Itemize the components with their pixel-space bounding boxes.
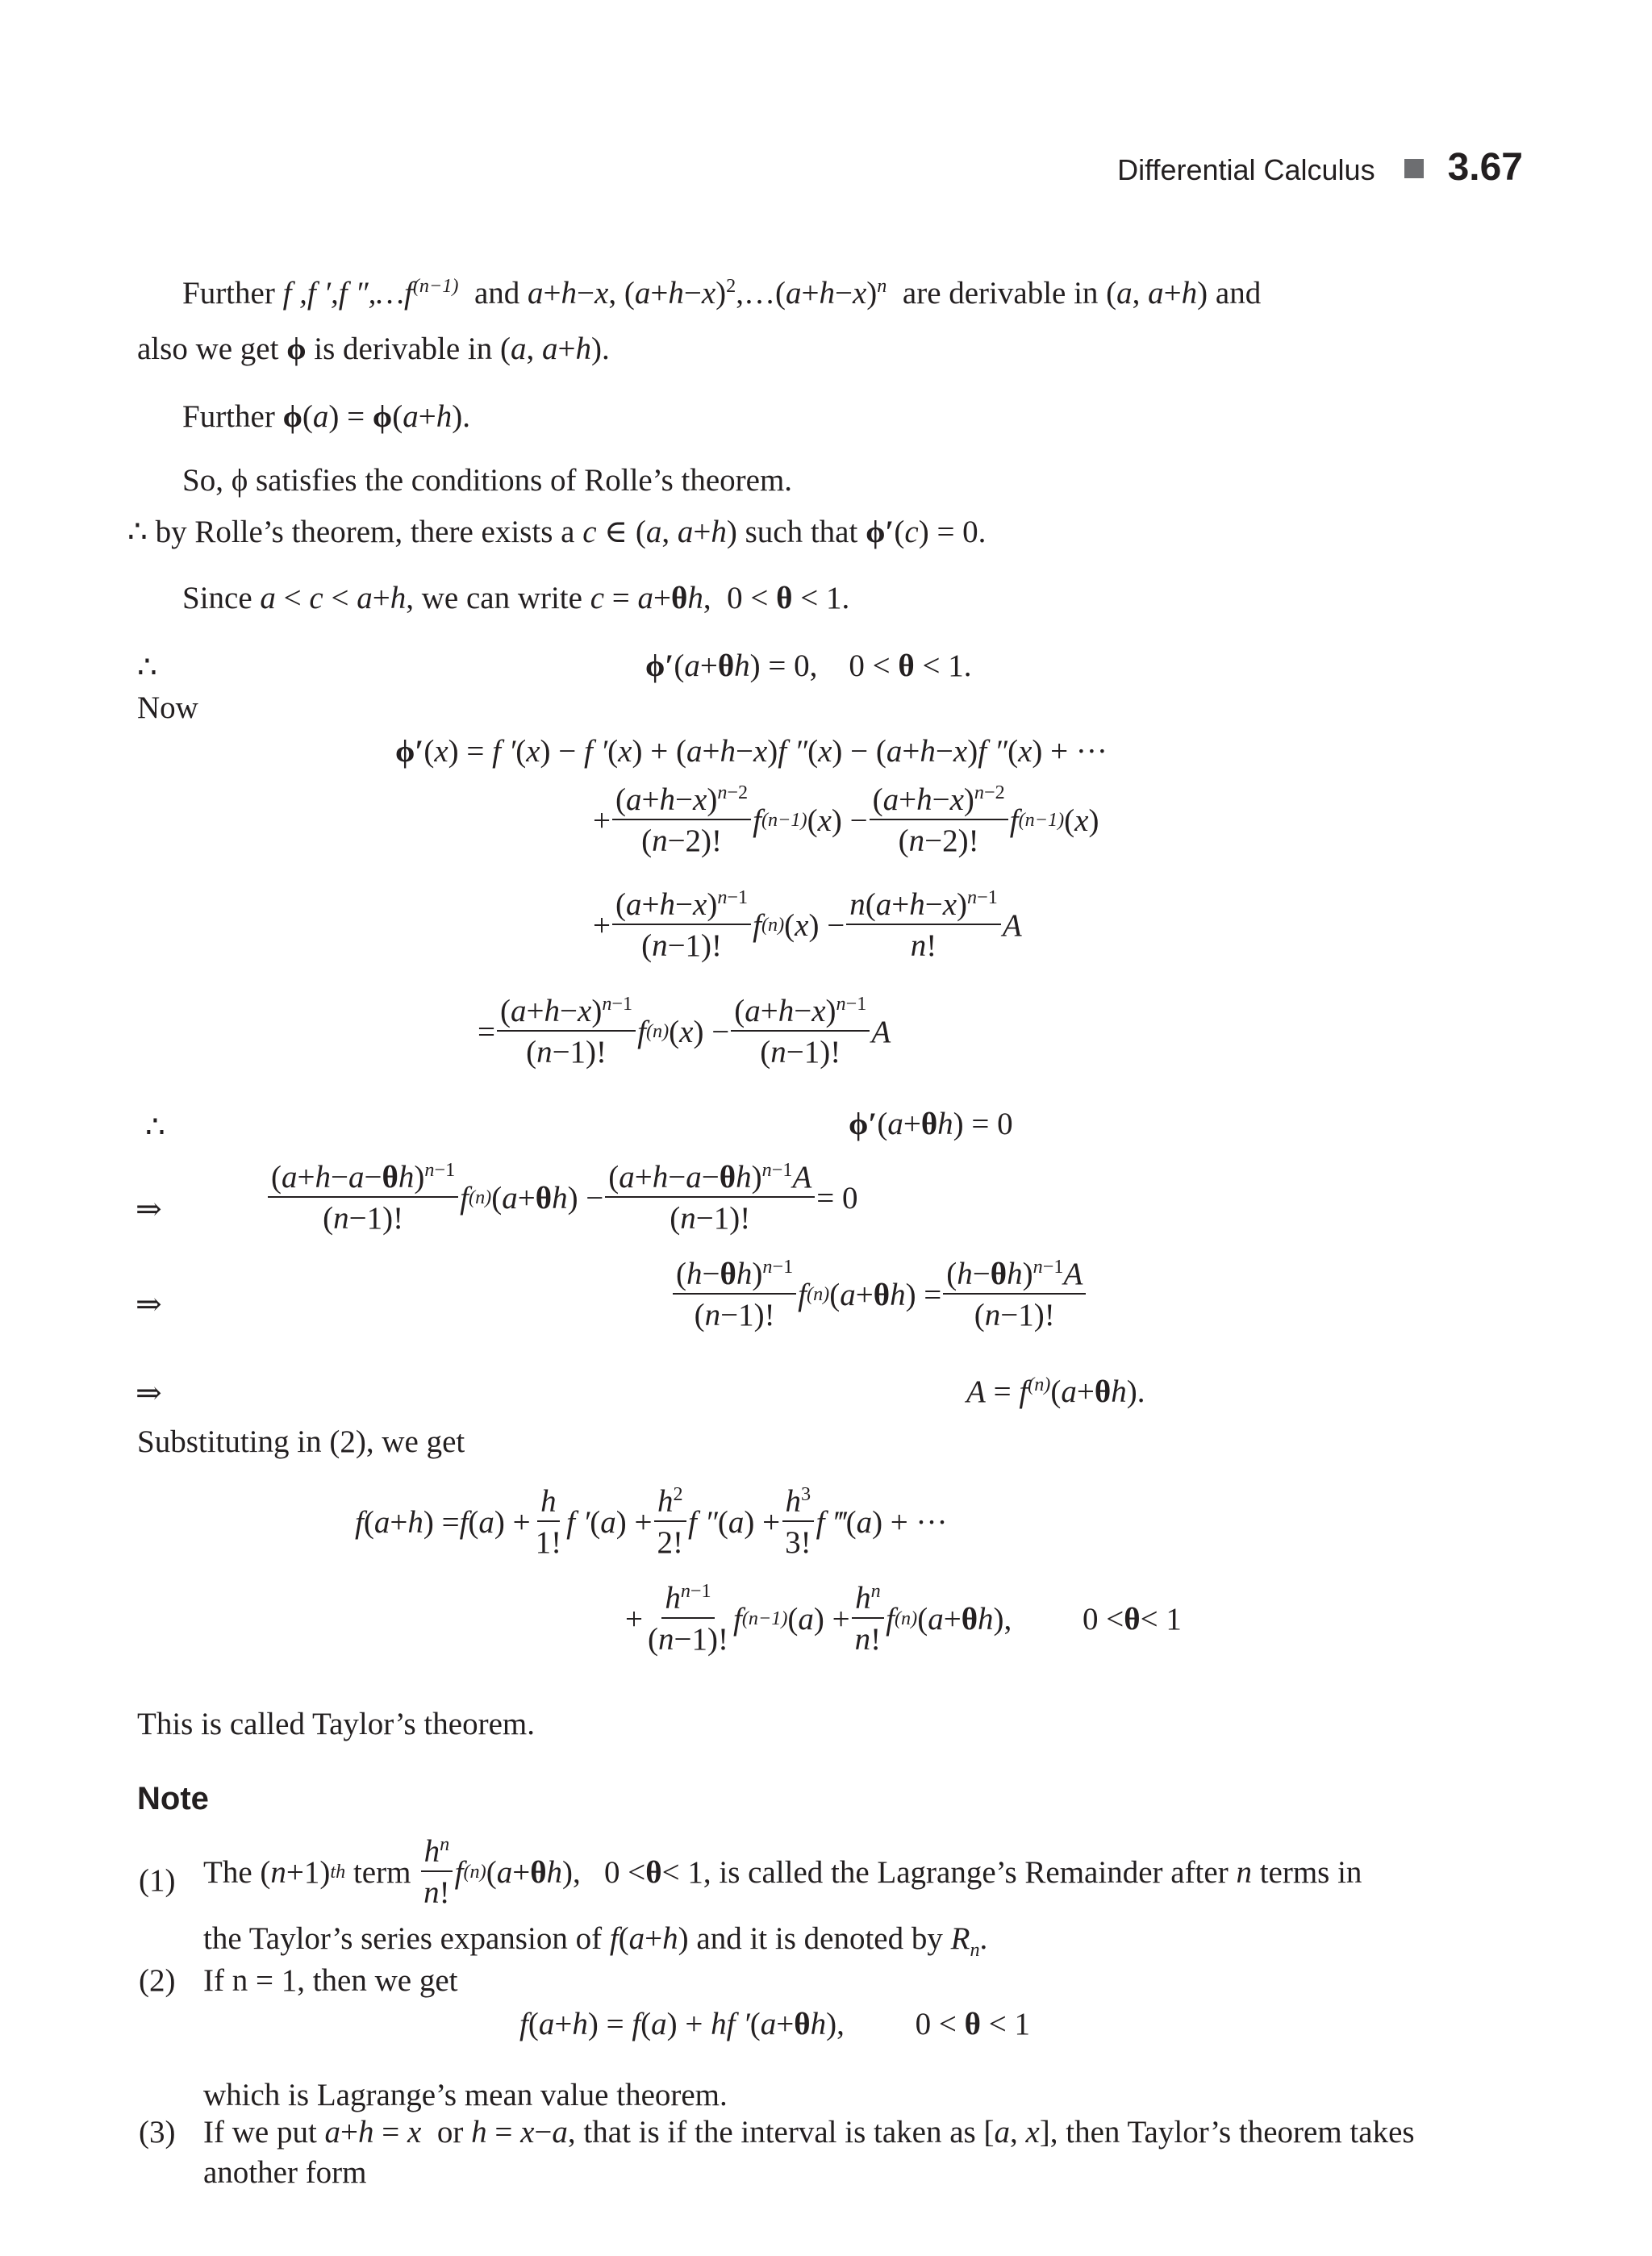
- phi-prime-theta-zero: ϕ′(a+θh) = 0: [849, 1107, 1013, 1141]
- note-2-label: (2): [139, 1963, 176, 1998]
- implies-symbol-1: ⇒: [136, 1192, 162, 1227]
- rolle-theorem-line: ∴ by Rolle’s theorem, there exists a c ∈ (a, a+h) such that ϕ′(c) = 0.: [127, 515, 987, 549]
- note-2-line1: If n = 1, then we get: [203, 1963, 458, 1998]
- note-heading: Note: [137, 1781, 209, 1816]
- taylor-line1: f ( a + h ) = f ( a ) + $\frac{h}{1!}$ f ′ ( a ) + $\frac{h^2}{2!}$ f ″ ( a ) + $\frac{h^3}{3!}$ f ‴ ( a ) + ···: [355, 1483, 948, 1560]
- implies-eq-1: $\frac{(a+h-a-\theta h)^{n-1}}{(n-1)!}$ f (n) ( a + θ h ) − $\frac{(a+h-a-\theta h)^{n-1}A}{(n-1)!}$ = 0: [266, 1161, 858, 1234]
- now-label: Now: [137, 690, 198, 725]
- taylor-line2: + $\frac{h^{n-1}}{(n-1)!}$ f (n−1) ( a ) + $\frac{h^n}{n!}$ f (n) ( a + θ h ), 0 < θ < 1: [625, 1580, 1182, 1657]
- since-line: Since a < c < a+h, we can write c = a+θh, 0 < θ < 1.: [182, 581, 850, 615]
- phi-equal-line: Further ϕ(a) = ϕ(a+h).: [182, 399, 470, 434]
- phi-prime-expansion-line1: ϕ′(x) = f ′(x) − f ′(x) + (a+h−x)f ″(x) − (a+h−x)f ″(x) + ···: [395, 734, 1108, 769]
- section-title: Differential Calculus: [1117, 153, 1375, 186]
- page-number: 3.67: [1447, 146, 1523, 189]
- substituting-line: Substituting in (2), we get: [137, 1424, 465, 1459]
- implies-symbol-2: ⇒: [136, 1287, 162, 1322]
- therefore-symbol: ∴: [137, 650, 157, 685]
- phi-prime-expansion-line2: + $\frac{(a+h-x)^{n-2}}{(n-2)!}$ f (n−1) ( x ) − $\frac{(a+h-x)^{n-2}}{(n-2)!}$ f (n−1) ( x ): [593, 782, 1099, 858]
- note-3-line1: If we put a+h = x or h = x−a, that is if the interval is taken as [a, x], then Taylor’s theorem takes: [203, 2115, 1415, 2150]
- implies-eq-2: $\frac{(h-\theta h)^{n-1}}{(n-1)!}$ f (n) ( a + θ h ) = $\frac{(h-\theta h)^{n-1}A}{(n-1)!}$: [671, 1258, 1087, 1331]
- note-1-line2: the Taylor’s series expansion of f(a+h) and it is denoted by $R_n$.: [203, 1921, 988, 1961]
- running-header: [1117, 145, 1523, 190]
- phi-prime-zero: ϕ′(a+θh) = 0, 0 < θ < 1.: [645, 648, 972, 683]
- phi-prime-simplified: = $\frac{(a+h-x)^{n-1}}{(n-1)!}$ f (n) ( x ) − $\frac{(a+h-x)^{n-1}}{(n-1)!}$ A: [478, 993, 891, 1070]
- taylor-statement: This is called Taylor’s theorem.: [137, 1707, 535, 1741]
- phi-prime-expansion-line3: + $\frac{(a+h-x)^{n-1}}{(n-1)!}$ f (n) ( x ) − $\frac{n(a+h-x)^{n-1}}{n!}$ A: [593, 886, 1022, 963]
- note-3-label: (3): [139, 2115, 176, 2150]
- paragraph-derivable-line2: also we get ϕ is derivable in (a, a+h).: [137, 332, 610, 366]
- note-1-label: (1): [139, 1863, 176, 1898]
- therefore-symbol-2: ∴: [145, 1110, 165, 1145]
- note-3-line2: another form: [203, 2155, 367, 2190]
- implies-symbol-3: ⇒: [136, 1376, 162, 1411]
- rolle-conditions: So, ϕ satisfies the conditions of Rolle’s theorem.: [182, 463, 793, 498]
- header-square-icon: [1404, 159, 1424, 178]
- note-2-after: which is Lagrange’s mean value theorem.: [203, 2078, 728, 2112]
- implies-eq-3: $A = f^{(n)}(a+\theta h)$.: [966, 1374, 1145, 1409]
- note-1-line1: The ( n +1) th term $\frac{h^n}{n!}$ f (n) ( a + θ h ), 0 < θ < 1, is called the Lagrange’s Remainder after n terms in: [203, 1833, 1362, 1910]
- paragraph-derivable-line1: Further f ,f ′,f $'',\dots f^{(n-1)}$ and a+h−x, $(a+h-x)^2,\dots(a+h-x)^n$ are derivable in (a, a+h) and: [182, 275, 1262, 311]
- lagrange-mvt-equation: f(a+h) = f(a) + hf ′(a+θh), 0 < θ < 1: [519, 2007, 1030, 2041]
